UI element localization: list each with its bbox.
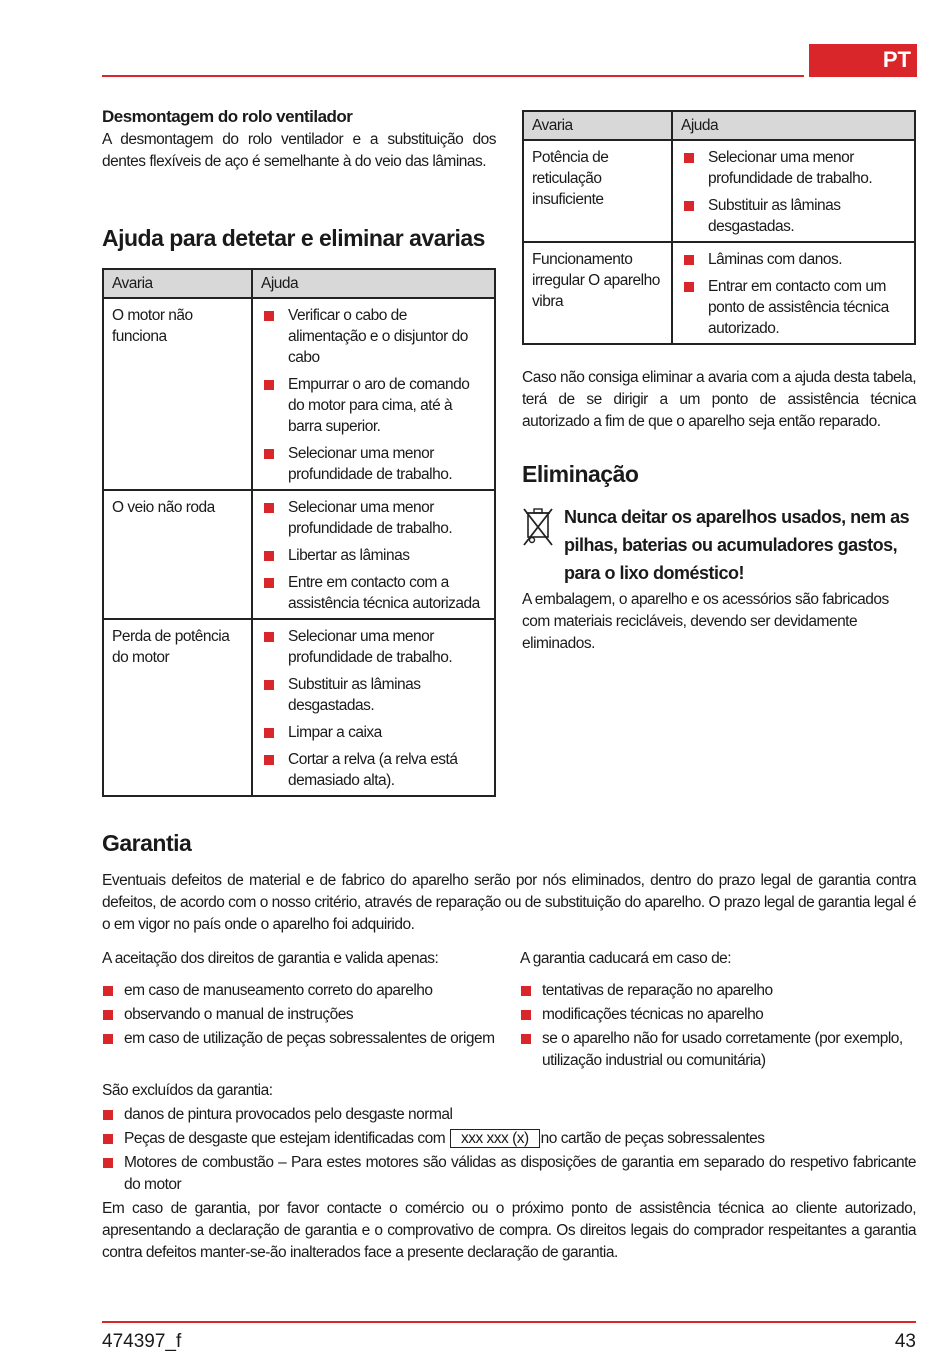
right-column	[522, 110, 916, 655]
exclusion-text-a: Peças de desgaste que estejam identificadas com	[124, 1130, 446, 1147]
col-header-avaria: Avaria	[523, 111, 672, 140]
crossed-bin-icon	[522, 505, 554, 551]
footer-rule	[102, 1321, 916, 1323]
table-row	[523, 242, 915, 344]
list-item: Substituir as lâminas desgastadas.	[681, 195, 906, 237]
heading-garantia: Garantia	[102, 830, 192, 856]
garantia-section	[102, 828, 916, 1264]
fault-cell: Funcionamento irregular O aparelho vibra	[523, 242, 672, 344]
list-item: danos de pintura provocados pelo desgaste normal	[102, 1104, 916, 1126]
left-column	[102, 105, 496, 797]
document-id: 474397_f	[102, 1331, 182, 1352]
garantia-two-columns	[102, 948, 916, 1074]
table-row	[523, 140, 915, 242]
help-cell	[672, 242, 915, 344]
list-item: Motores de combustão – Para estes motores são válidas as disposições de garantia em separado do respetivo fabricante do motor	[102, 1152, 916, 1196]
list-item: em caso de manuseamento correto do aparelho	[102, 980, 498, 1002]
table-row	[103, 298, 495, 490]
heading-ajuda: Ajuda para detetar e eliminar avarias	[102, 225, 485, 251]
table-row	[103, 619, 495, 796]
language-tab: PT	[809, 44, 917, 77]
list-item: se o aparelho não for usado corretamente (por exemplo, utilização industrial ou comunitária)	[520, 1028, 916, 1072]
fault-table-left	[102, 268, 496, 797]
fault-table-right	[522, 110, 916, 345]
part-code-box: xxx xxx (x)	[450, 1129, 540, 1148]
list-item: Entrar em contacto com um ponto de assistência técnica autorizado.	[681, 276, 906, 339]
weee-warning: Nunca deitar os aparelhos usados, nem as pilhas, baterias ou acumuladores gastos, para o lixo doméstico!	[564, 507, 910, 583]
paragraph-rolo: A desmontagem do rolo ventilador e a substituição dos dentes flexíveis de aço é semelhante à do veio das lâminas.	[102, 131, 496, 170]
heading-eliminacao: Eliminação	[522, 461, 639, 487]
list-item: em caso de utilização de peças sobressalentes de origem	[102, 1028, 498, 1050]
fault-cell: Potência de reticulação insuficiente	[523, 140, 672, 242]
help-cell	[252, 490, 495, 619]
list-item: Selecionar uma menor profundidade de trabalho.	[261, 443, 486, 485]
help-cell	[672, 140, 915, 242]
list-item: Empurrar o aro de comando do motor para cima, até à barra superior.	[261, 374, 486, 437]
list-item: Selecionar uma menor profundidade de trabalho.	[261, 626, 486, 668]
header-rule	[102, 75, 804, 77]
help-cell	[252, 619, 495, 796]
list-item: tentativas de reparação no aparelho	[520, 980, 916, 1002]
list-item: Libertar as lâminas	[261, 545, 486, 566]
list-item: Limpar a caixa	[261, 722, 486, 743]
col-header-ajuda: Ajuda	[672, 111, 915, 140]
table-row	[103, 490, 495, 619]
page-number: 43	[894, 1331, 916, 1352]
list-item: Substituir as lâminas desgastadas.	[261, 674, 486, 716]
list-item	[102, 1128, 916, 1150]
fault-cell: O motor não funciona	[103, 298, 252, 490]
fault-cell: O veio não roda	[103, 490, 252, 619]
list-item: observando o manual de instruções	[102, 1004, 498, 1026]
expire-column	[520, 948, 916, 1074]
col-header-avaria: Avaria	[103, 269, 252, 298]
list-item: Cortar a relva (a relva está demasiado alta).	[261, 749, 486, 791]
list-item: Selecionar uma menor profundidade de trabalho.	[681, 147, 906, 189]
list-item: Verificar o cabo de alimentação e o disjuntor do cabo	[261, 305, 486, 368]
accept-title: A aceitação dos direitos de garantia e valida apenas:	[102, 950, 439, 967]
list-item: Lâminas com danos.	[681, 249, 906, 270]
accept-column	[102, 948, 498, 1074]
paragraph-closing: Em caso de garantia, por favor contacte o comércio ou o próximo ponto de assistência técnica ao cliente autorizado, apresentando a declaração de garantia e o comprovativo de compra. Os direitos legais do comprador respeitantes a garantia contra defeitos manter-se-ão inalterados face a presente declaração de garantia.	[102, 1200, 916, 1261]
paragraph-caso: Caso não consiga eliminar a avaria com a ajuda desta tabela, terá de se dirigir a um ponto de assistência técnica autorizado a fim de que o aparelho seja então reparado.	[522, 369, 916, 430]
expire-title: A garantia caducará em caso de:	[520, 950, 732, 967]
paragraph-embalagem: A embalagem, o aparelho e os acessórios são fabricados com materiais recicláveis, devendo ser devidamente eliminados.	[522, 591, 889, 652]
list-item: Selecionar uma menor profundidade de trabalho.	[261, 497, 486, 539]
exclusion-text-b: no cartão de peças sobressalentes	[540, 1130, 765, 1147]
heading-rolo: Desmontagem do rolo ventilador	[102, 107, 353, 126]
help-cell	[252, 298, 495, 490]
paragraph-garantia-intro: Eventuais defeitos de material e de fabrico do aparelho serão por nós eliminados, dentro do prazo legal de garantia contra defeitos, de acordo com o nosso critério, através de reparação ou de substituição do aparelho. O prazo legal de garantia legal é o em vigor no país onde o aparelho foi adquirido.	[102, 872, 917, 933]
list-item: Entre em contacto com a assistência técnica autorizada	[261, 572, 486, 614]
list-item: modificações técnicas no aparelho	[520, 1004, 916, 1026]
exclusions-title: São excluídos da garantia:	[102, 1082, 273, 1099]
weee-notice	[522, 503, 916, 587]
col-header-ajuda: Ajuda	[252, 269, 495, 298]
fault-cell: Perda de potência do motor	[103, 619, 252, 796]
